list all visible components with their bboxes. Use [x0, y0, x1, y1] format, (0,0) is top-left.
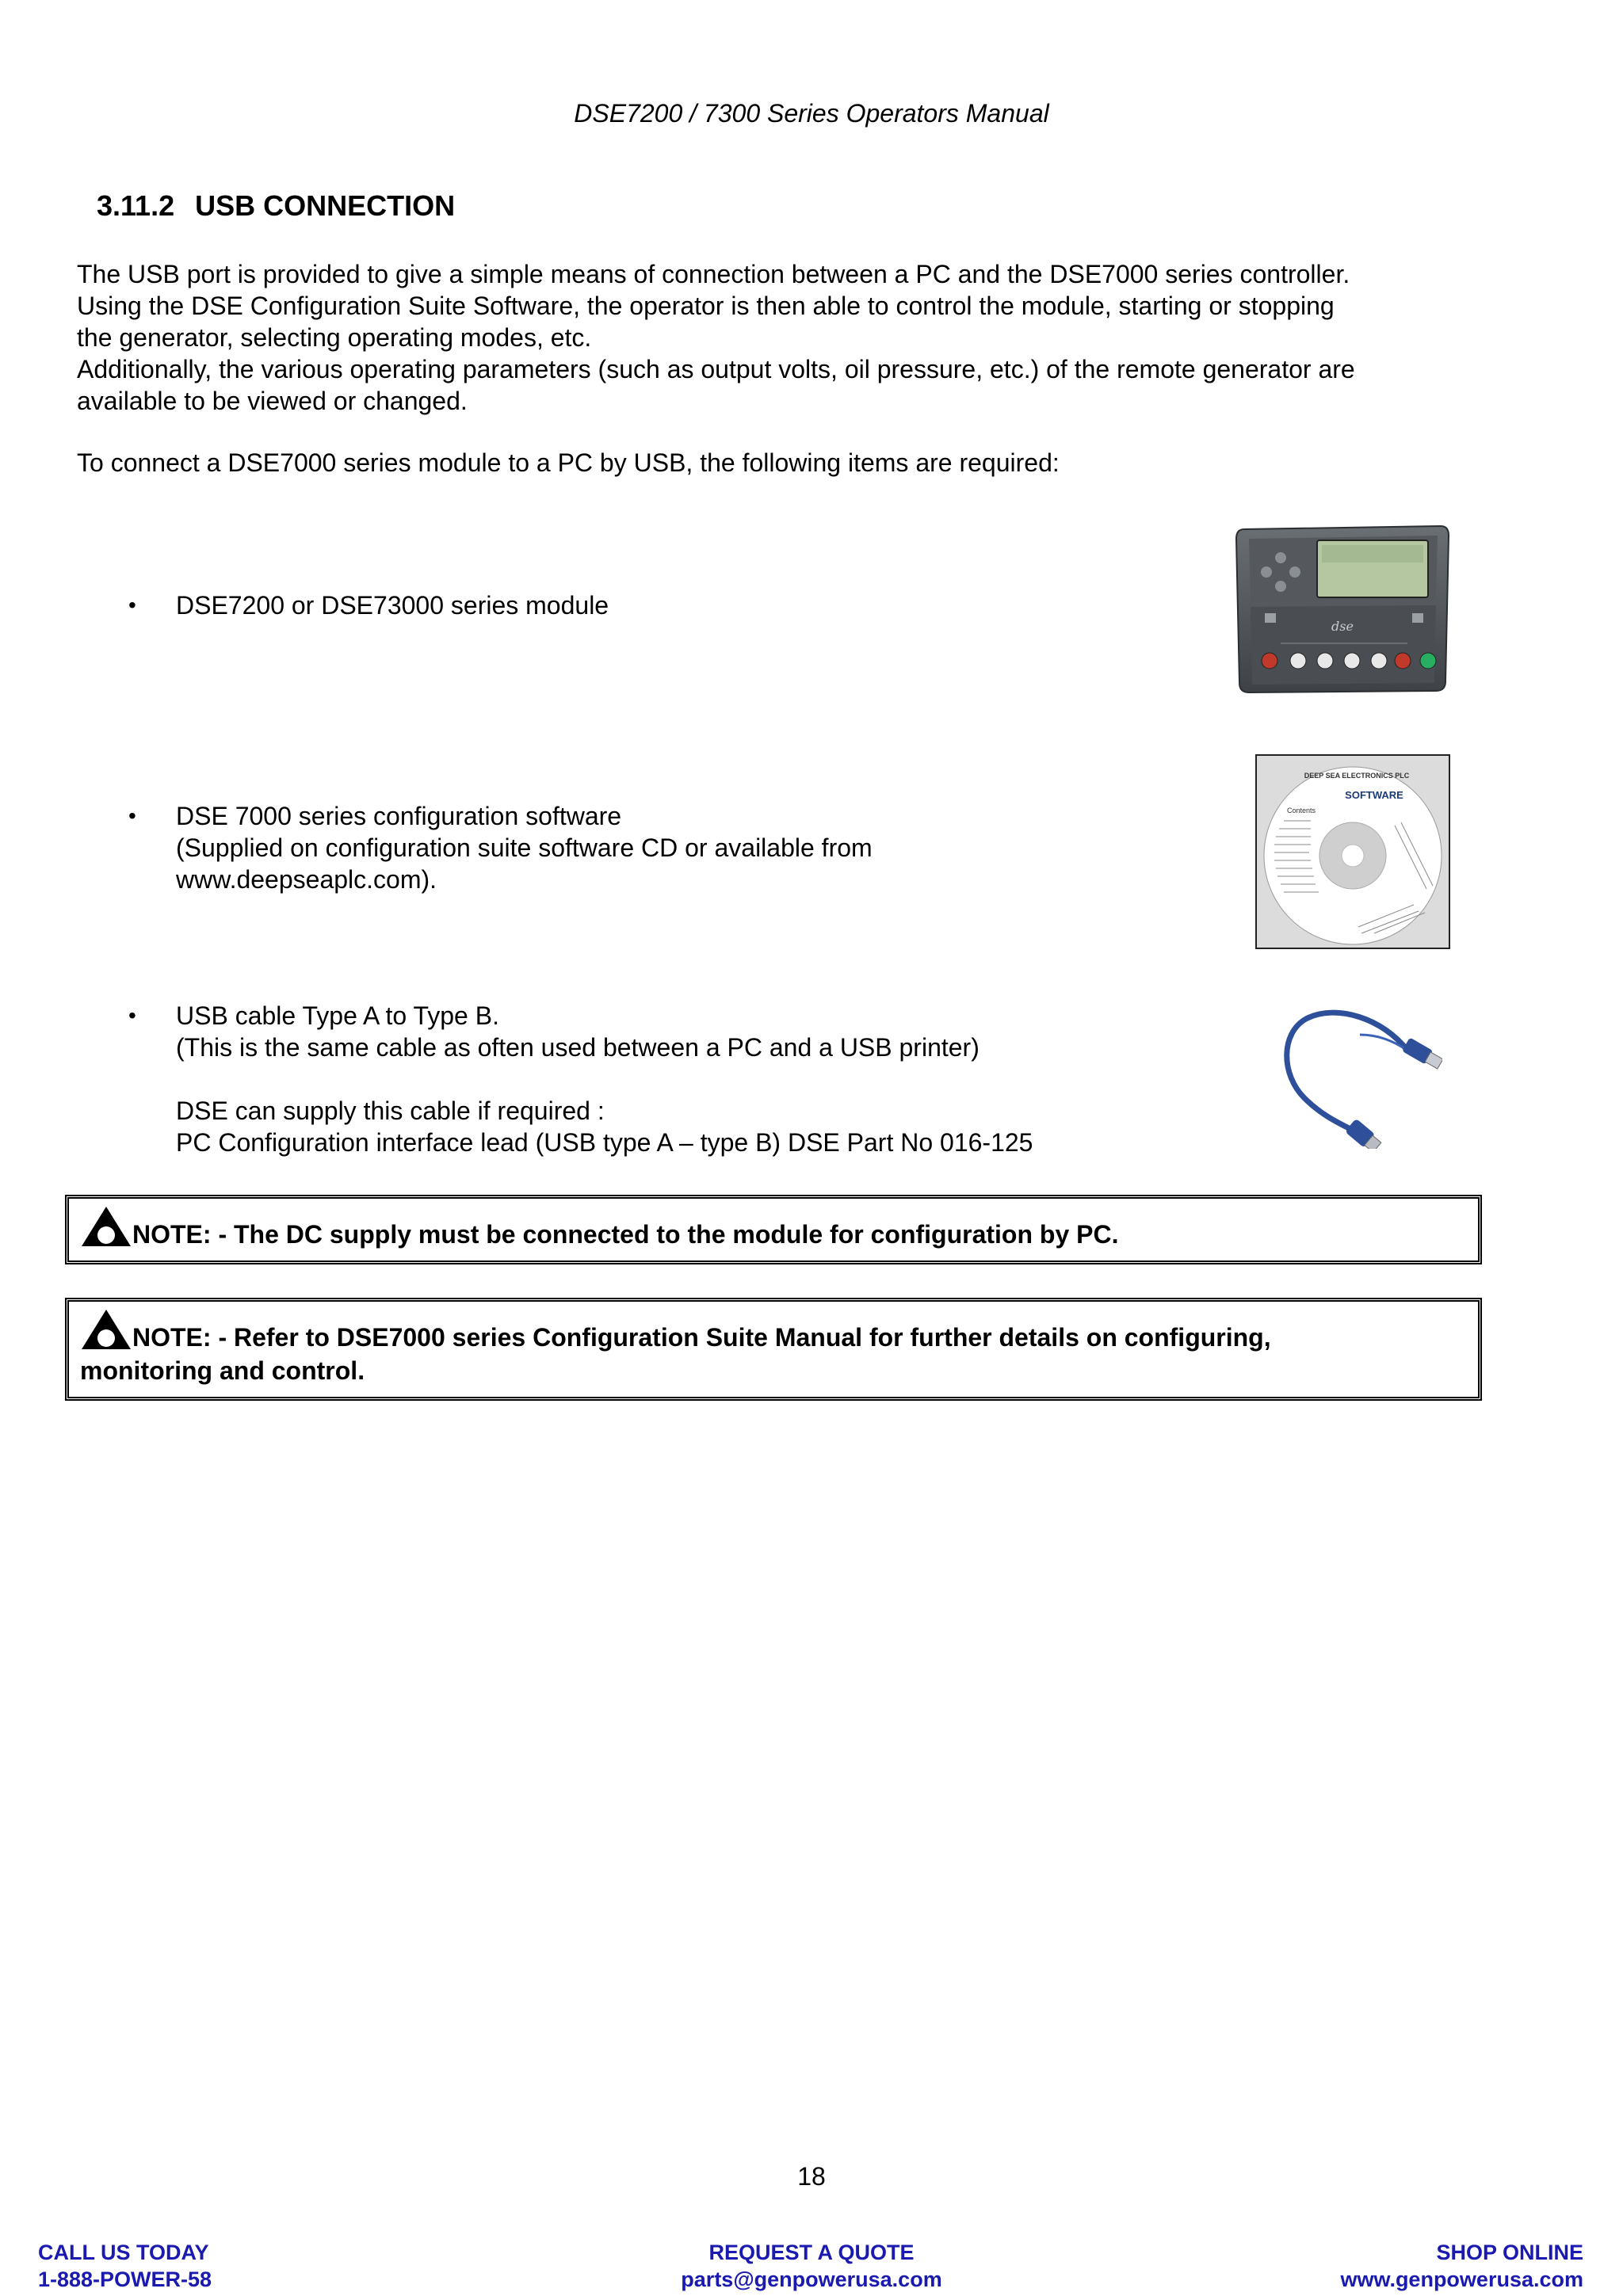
- intro-paragraph: [77, 258, 1487, 417]
- cd-software-label: SOFTWARE: [1345, 789, 1403, 801]
- usb-cable-icon: [1273, 995, 1442, 1149]
- list-item-text: (This is the same cable as often used between a PC and a USB printer): [176, 1033, 980, 1062]
- bullet: •: [128, 803, 136, 828]
- intro-line: available to be viewed or changed.: [77, 387, 468, 415]
- intro-line: Using the DSE Configuration Suite Software, the operator is then able to control the module, starting or stopping: [77, 292, 1335, 320]
- list-item-text: USB cable Type A to Type B.: [176, 1001, 499, 1030]
- controller-module-image: [1233, 524, 1452, 694]
- usb-cable-image: [1273, 995, 1442, 1149]
- intro-line: Additionally, the various operating parameters (such as output volts, oil pressure, etc.) of the remote generator are: [77, 355, 1355, 383]
- footer-phone-link[interactable]: 1-888-POWER-58: [38, 2267, 212, 2291]
- warning-icon: [80, 1308, 132, 1351]
- footer-call-label: CALL US TODAY: [38, 2241, 209, 2264]
- note-text: NOTE: - Refer to DSE7000 series Configuration Suite Manual for further details on configuring,: [132, 1323, 1271, 1352]
- footer-shop-label: SHOP ONLINE: [1436, 2241, 1583, 2264]
- section-number: 3.11.2: [97, 189, 175, 222]
- page-number: 18: [797, 2162, 826, 2191]
- software-cd-image: [1255, 754, 1450, 949]
- list-item-text: PC Configuration interface lead (USB type A – type B) DSE Part No 016-125: [176, 1128, 1033, 1157]
- footer-email-link[interactable]: parts@genpowerusa.com: [681, 2267, 942, 2291]
- note-box: [65, 1298, 1482, 1401]
- intro-line: The USB port is provided to give a simple means of connection between a PC and the DSE7000 series controller.: [77, 260, 1350, 288]
- running-header: DSE7200 / 7300 Series Operators Manual: [574, 99, 1049, 128]
- list-item-text: DSE7200 or DSE73000 series module: [176, 591, 609, 620]
- cd-contents-label: Contents: [1287, 807, 1316, 814]
- list-item-text: DSE can supply this cable if required :: [176, 1097, 605, 1125]
- footer-quote: [634, 2239, 989, 2293]
- note-box: [65, 1195, 1482, 1264]
- requirements-intro: To connect a DSE7000 series module to a PC by USB, the following items are required:: [77, 448, 1060, 477]
- footer-website-link[interactable]: www.genpowerusa.com: [1340, 2267, 1583, 2291]
- bullet: •: [128, 1003, 136, 1028]
- note-text-continued: monitoring and control.: [80, 1356, 365, 1385]
- footer-quote-label: REQUEST A QUOTE: [708, 2241, 915, 2264]
- warning-icon: [80, 1205, 132, 1248]
- list-item-text: DSE 7000 series configuration software: [176, 802, 622, 830]
- cd-company-label: DEEP SEA ELECTRONICS PLC: [1304, 772, 1410, 780]
- list-item-text: (Supplied on configuration suite software CD or available from: [176, 833, 873, 862]
- software-cd-icon: [1255, 754, 1450, 949]
- note-text: NOTE: - The DC supply must be connected to the module for configuration by PC.: [132, 1220, 1119, 1249]
- section-heading: [97, 189, 455, 223]
- list-item-text: www.deepseaplc.com).: [176, 865, 437, 894]
- intro-line: the generator, selecting operating modes, etc.: [77, 323, 592, 352]
- svg-text:dse: dse: [1331, 619, 1354, 634]
- footer-shop: [1340, 2239, 1583, 2293]
- section-title: USB CONNECTION: [195, 189, 456, 222]
- footer-call: [38, 2239, 212, 2293]
- controller-module-icon: [1233, 524, 1452, 694]
- bullet: •: [128, 593, 136, 617]
